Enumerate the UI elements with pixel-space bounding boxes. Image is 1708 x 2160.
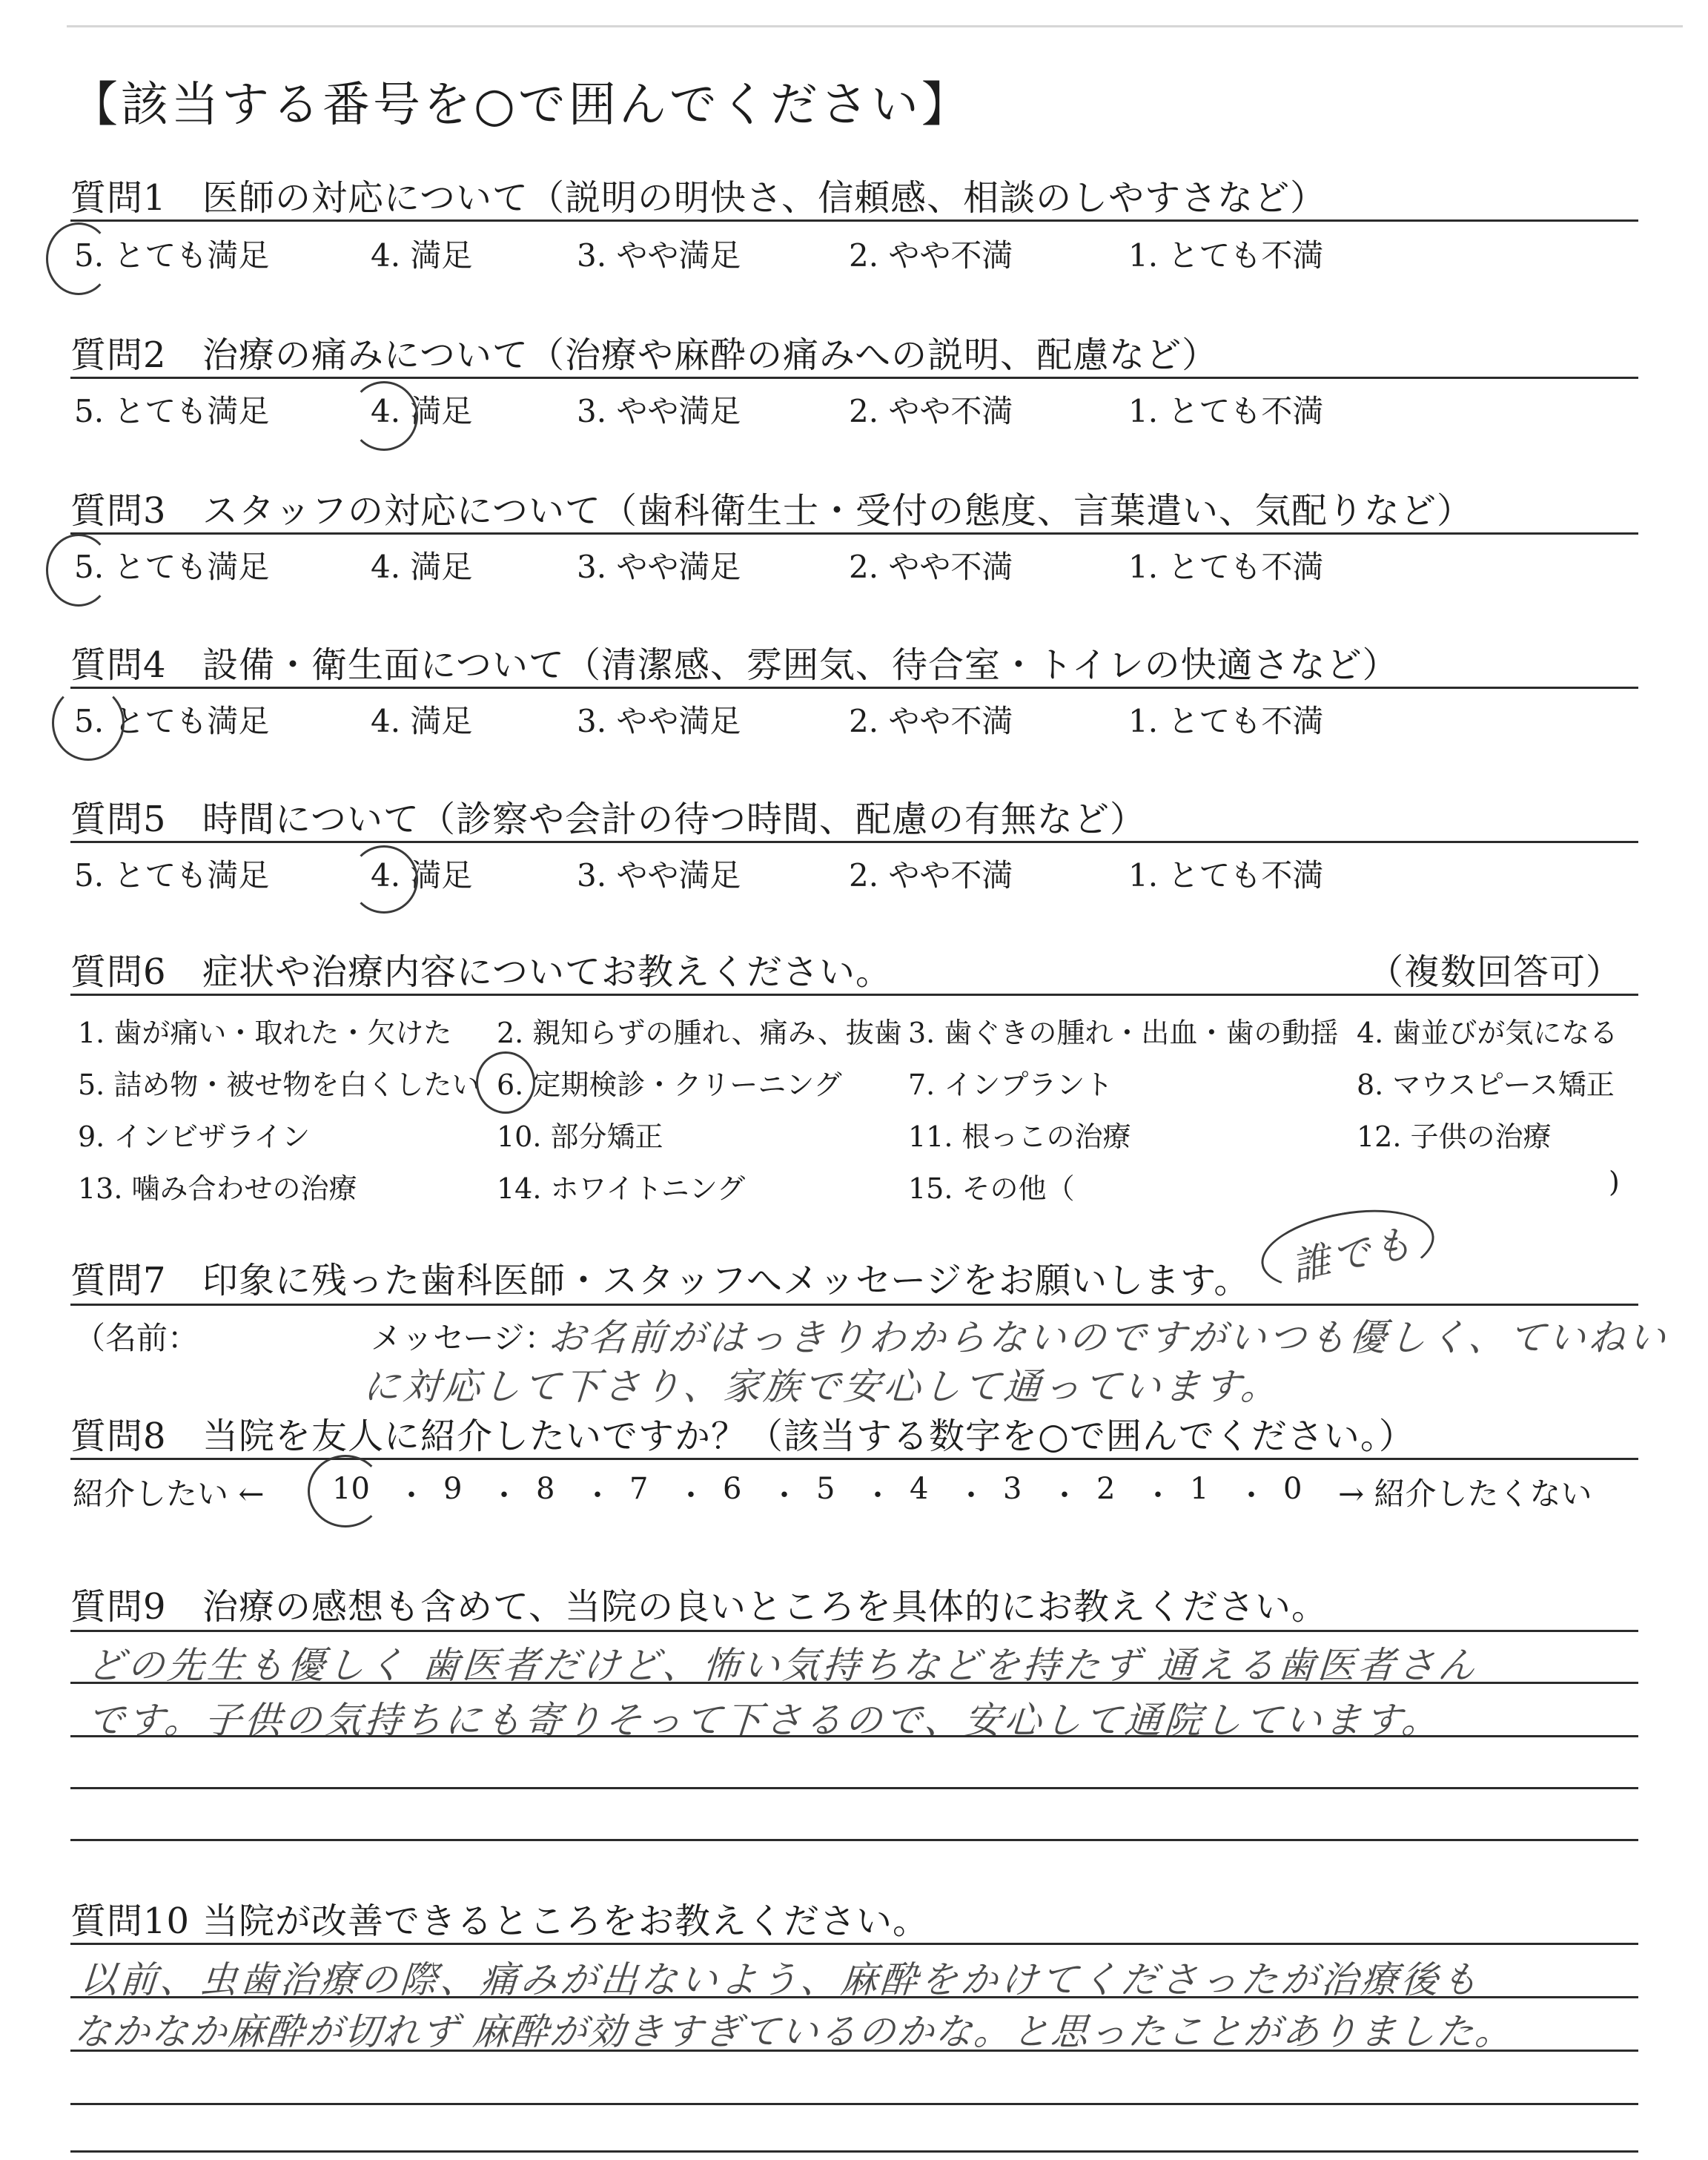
option-1[interactable]: 1. とても不満 <box>1128 237 1324 274</box>
symptom-option[interactable]: 5. 詰め物・被せ物を白くしたい <box>78 1069 480 1101</box>
question-8-number: 質問8 <box>70 1416 167 1457</box>
option-3[interactable]: 3. やや満足 <box>577 393 741 429</box>
option-5[interactable]: 5. とても満足 <box>74 857 270 894</box>
answer-line <box>70 2150 1638 2153</box>
symptom-option[interactable]: 2. 親知らずの腫れ、痛み、抜歯 <box>497 1017 902 1049</box>
symptom-option[interactable]: 13. 噛み合わせの治療 <box>78 1172 357 1205</box>
symptom-option[interactable]: 11. 根っこの治療 <box>908 1120 1131 1153</box>
answer-line <box>70 1787 1638 1789</box>
answer-line <box>70 2103 1638 2105</box>
question-1-options <box>74 231 1557 276</box>
recommend-8[interactable]: 8 <box>536 1472 555 1506</box>
symptom-option[interactable]: 12. 子供の治療 <box>1357 1120 1552 1153</box>
symptom-option[interactable]: 15. その他（ <box>908 1172 1075 1205</box>
option-4[interactable]: 4. 満足 <box>371 549 473 585</box>
answer-line <box>70 1839 1638 1841</box>
message-line-1[interactable]: お名前がはっきりわからないのですがいつも優しく、ていねい <box>546 1316 1670 1359</box>
question-10-text: 当院が改善できるところをお教えください。 <box>202 1900 930 1942</box>
option-1[interactable]: 1. とても不満 <box>1128 549 1324 585</box>
message-label: メッセージ： <box>371 1320 556 1356</box>
recommend-4[interactable]: 4 <box>910 1472 929 1506</box>
question-4-text: 設備・衛生面について（清潔感、雰囲気、待合室・トイレの快適さなど） <box>202 644 1399 686</box>
answer-line <box>70 1682 1638 1684</box>
answer-line <box>70 1735 1638 1737</box>
question-8 <box>70 1407 1415 1459</box>
recommend-5[interactable]: 5 <box>816 1472 835 1506</box>
symptom-option[interactable]: 8. マウスピース矯正 <box>1357 1069 1615 1101</box>
question-10 <box>70 1892 929 1943</box>
question-3-rule <box>70 532 1638 535</box>
symptom-option[interactable]: 6. 定期検診・クリーニング <box>497 1069 842 1101</box>
survey-page: 【該当する番号を○で囲んでください】 質問1 医師の対応について（説明の明快さ、信頼感、相談のしやすさなど） 5. とても満足 4. 満足 3. やや満足 2. やや不満 1. とても不満 質問2 治療の痛みについて（治療や麻酔の痛みへの説明、配慮など） 5. とても満足 4. 満足 3. やや満足 2. やや不満 1. とても不満 質問3 スタッフの対応について（歯科衛生士・受付の態度、言葉遣い、気配りなど） 5. とても満足 4. 満足 3. やや満足 2. やや不満 1. とても不満 質問4 設備・衛生面について（清潔感、雰囲気、待合室・トイレの快適さなど） 5. とても満足 4. 満足 3. やや満足 2. やや不満 1. とても不満 質問5 時間について（診察や会計の待つ時間、配慮の有無など） 5. とても満足 4. 満足 3. やや満足 2. やや不満 1. とても不満 質問6 症状や治療内容についてお教えください。 （複数回答可） 1. 歯が痛い・取れた・欠けた 2. 親知らずの腫れ、痛み、抜歯 3. 歯ぐきの腫れ・出血・歯の動揺 4. 歯並びが気になる 5. 詰め物・被せ物を白くしたい 6. 定期検診・クリーニング 7. インプラント 8. マウスピース矯正 9. インビザライン 10. 部分矯正 11. 根っこの治療 12. 子供の治療 13. 噛み合わせの治療 14. ホワイトニング 15. その他（ ) 質問7 印象に残った歯科医師・スタッフへメッセージをお願いします。 誰でも （名前： メッセージ： お名前がはっきりわからないのですがいつも優しく、ていねい に対応して下さり、家族で安心して通っています。 質問8 当院を友人に紹介したいですか？（該当する数字を○で囲んでください。） 紹介したい ← 10 ・ 9 ・ 8 ・ 7 ・ 6 ・ 5 ・ 4 ・ 3 ・ 2 ・ 1 ・ 0 → 紹介したくない 質問9 治療の感想も含めて、当院の良いところを具体的にお教えください。 どの先生も優しく 歯医者だけど、怖い気持ちなどを持たず 通える歯医者さん です。子供の気持ちにも寄りそって下さるので、安心して通院しています。 質問10 当院が改善できるところをお教えください。 以前、虫歯治療の際、痛みが出ないよう、麻酔をかけてくださったが治療後も なかなか麻酔が切れず 麻酔が効きすぎているのかな。と思ったことがありました。 <box>0 0 1708 2160</box>
answer-line <box>70 1996 1638 1998</box>
q9-answer-line-2[interactable]: です。子供の気持ちにも寄りそって下さるので、安心して通院しています。 <box>85 1699 1443 1742</box>
question-8-text: 当院を友人に紹介したいですか？（該当する数字を○で囲んでください。） <box>202 1416 1415 1457</box>
option-2[interactable]: 2. やや不満 <box>849 703 1013 739</box>
question-4-rule <box>70 687 1638 689</box>
recommend-7[interactable]: 7 <box>629 1472 649 1506</box>
symptom-other-close: ) <box>1609 1166 1620 1198</box>
option-4[interactable]: 4. 満足 <box>371 857 473 894</box>
recommend-left-label: 紹介したい ← <box>73 1476 265 1512</box>
question-1-rule <box>70 219 1638 222</box>
recommend-1[interactable]: 1 <box>1190 1472 1209 1506</box>
option-5[interactable]: 5. とても満足 <box>74 237 270 274</box>
q9-answer-line-1[interactable]: どの先生も優しく 歯医者だけど、怖い気持ちなどを持たず 通える歯医者さん <box>85 1644 1480 1687</box>
question-5-number: 質問5 <box>70 799 167 840</box>
question-5-rule <box>70 841 1638 843</box>
answer-line <box>70 1943 1638 1945</box>
question-2-options <box>74 387 1557 432</box>
question-3-number: 質問3 <box>70 490 167 532</box>
question-6-text: 症状や治療内容についてお教えください。 <box>202 951 893 993</box>
option-4[interactable]: 4. 満足 <box>371 703 473 739</box>
option-4[interactable]: 4. 満足 <box>371 393 473 429</box>
question-8-rule <box>70 1458 1638 1460</box>
question-4-options <box>74 697 1557 742</box>
recommend-0[interactable]: 0 <box>1283 1472 1302 1506</box>
option-2[interactable]: 2. やや不満 <box>849 237 1013 274</box>
top-divider <box>67 25 1683 27</box>
question-3 <box>70 482 1473 533</box>
answer-line <box>70 1630 1638 1632</box>
question-9-text: 治療の感想も含めて、当院の良いところを具体的にお教えください。 <box>202 1586 1328 1628</box>
option-3[interactable]: 3. やや満足 <box>577 549 741 585</box>
option-1[interactable]: 1. とても不満 <box>1128 703 1324 739</box>
question-3-text: スタッフの対応について（歯科衛生士・受付の態度、言葉遣い、気配りなど） <box>202 490 1474 532</box>
question-5-options <box>74 851 1557 896</box>
recommend-2[interactable]: 2 <box>1096 1472 1116 1506</box>
symptom-option[interactable]: 10. 部分矯正 <box>497 1120 663 1153</box>
question-10-number: 質問10 <box>70 1900 191 1942</box>
question-6-number: 質問6 <box>70 951 167 993</box>
symptom-option[interactable]: 7. インプラント <box>908 1069 1113 1101</box>
q10-answer-line-1[interactable]: 以前、虫歯治療の際、痛みが出ないよう、麻酔をかけてくださったが治療後も <box>78 1958 1483 2001</box>
recommend-3[interactable]: 3 <box>1003 1472 1022 1506</box>
question-4 <box>70 636 1399 687</box>
recommend-10[interactable]: 10 <box>332 1472 370 1506</box>
option-4[interactable]: 4. 満足 <box>371 237 473 274</box>
name-handwritten[interactable]: 誰でも <box>1287 1221 1419 1290</box>
question-5-text: 時間について（診察や会計の待つ時間、配慮の有無など） <box>202 799 1147 840</box>
question-6-rule <box>70 994 1638 996</box>
question-7-number: 質問7 <box>70 1260 167 1301</box>
question-2 <box>70 326 1218 377</box>
option-5[interactable]: 5. とても満足 <box>74 703 270 739</box>
option-2[interactable]: 2. やや不満 <box>849 393 1013 429</box>
message-line-2[interactable]: に対応して下さり、家族で安心して通っています。 <box>361 1365 1282 1408</box>
question-5 <box>70 790 1146 842</box>
symptom-option[interactable]: 1. 歯が痛い・取れた・欠けた <box>78 1017 452 1049</box>
question-6 <box>70 943 1623 994</box>
question-2-rule <box>70 377 1638 379</box>
q10-answer-line-2[interactable]: なかなか麻酔が切れず 麻酔が効きすぎているのかな。と思ったことがありました。 <box>72 2010 1515 2053</box>
recommend-6[interactable]: 6 <box>723 1472 742 1506</box>
page-title: 【該当する番号を○で囲んでください】 <box>70 78 972 133</box>
question-2-number: 質問2 <box>70 334 167 376</box>
option-5[interactable]: 5. とても満足 <box>74 393 270 429</box>
option-1[interactable]: 1. とても不満 <box>1128 393 1324 429</box>
option-3[interactable]: 3. やや満足 <box>577 703 741 739</box>
question-9 <box>70 1578 1328 1629</box>
option-5[interactable]: 5. とても満足 <box>74 549 270 585</box>
question-9-number: 質問9 <box>70 1586 167 1628</box>
answer-line <box>70 2050 1638 2052</box>
question-3-options <box>74 543 1557 587</box>
symptom-option[interactable]: 9. インビザライン <box>78 1120 311 1153</box>
symptom-option[interactable]: 3. 歯ぐきの腫れ・出血・歯の動揺 <box>908 1017 1339 1049</box>
recommend-right-label: → 紹介したくない <box>1338 1476 1592 1512</box>
question-7 <box>70 1252 1250 1303</box>
option-2[interactable]: 2. やや不満 <box>849 857 1013 894</box>
symptom-option[interactable]: 4. 歯並びが気になる <box>1357 1017 1618 1049</box>
name-label: （名前： <box>74 1320 199 1356</box>
option-2[interactable]: 2. やや不満 <box>849 549 1013 585</box>
option-3[interactable]: 3. やや満足 <box>577 237 741 274</box>
question-7-rule <box>70 1304 1638 1306</box>
symptom-option[interactable]: 14. ホワイトニング <box>497 1172 746 1205</box>
question-7-text: 印象に残った歯科医師・スタッフへメッセージをお願いします。 <box>202 1260 1251 1301</box>
question-4-number: 質問4 <box>70 644 167 686</box>
question-1-number: 質問1 <box>70 177 167 219</box>
option-1[interactable]: 1. とても不満 <box>1128 857 1324 894</box>
question-2-text: 治療の痛みについて（治療や麻酔の痛みへの説明、配慮など） <box>202 334 1219 376</box>
question-1 <box>70 169 1326 220</box>
question-6-note: （複数回答可） <box>1368 951 1623 993</box>
recommend-9[interactable]: 9 <box>443 1472 463 1506</box>
option-3[interactable]: 3. やや満足 <box>577 857 741 894</box>
question-1-text: 医師の対応について（説明の明快さ、信頼感、相談のしやすさなど） <box>202 177 1327 219</box>
